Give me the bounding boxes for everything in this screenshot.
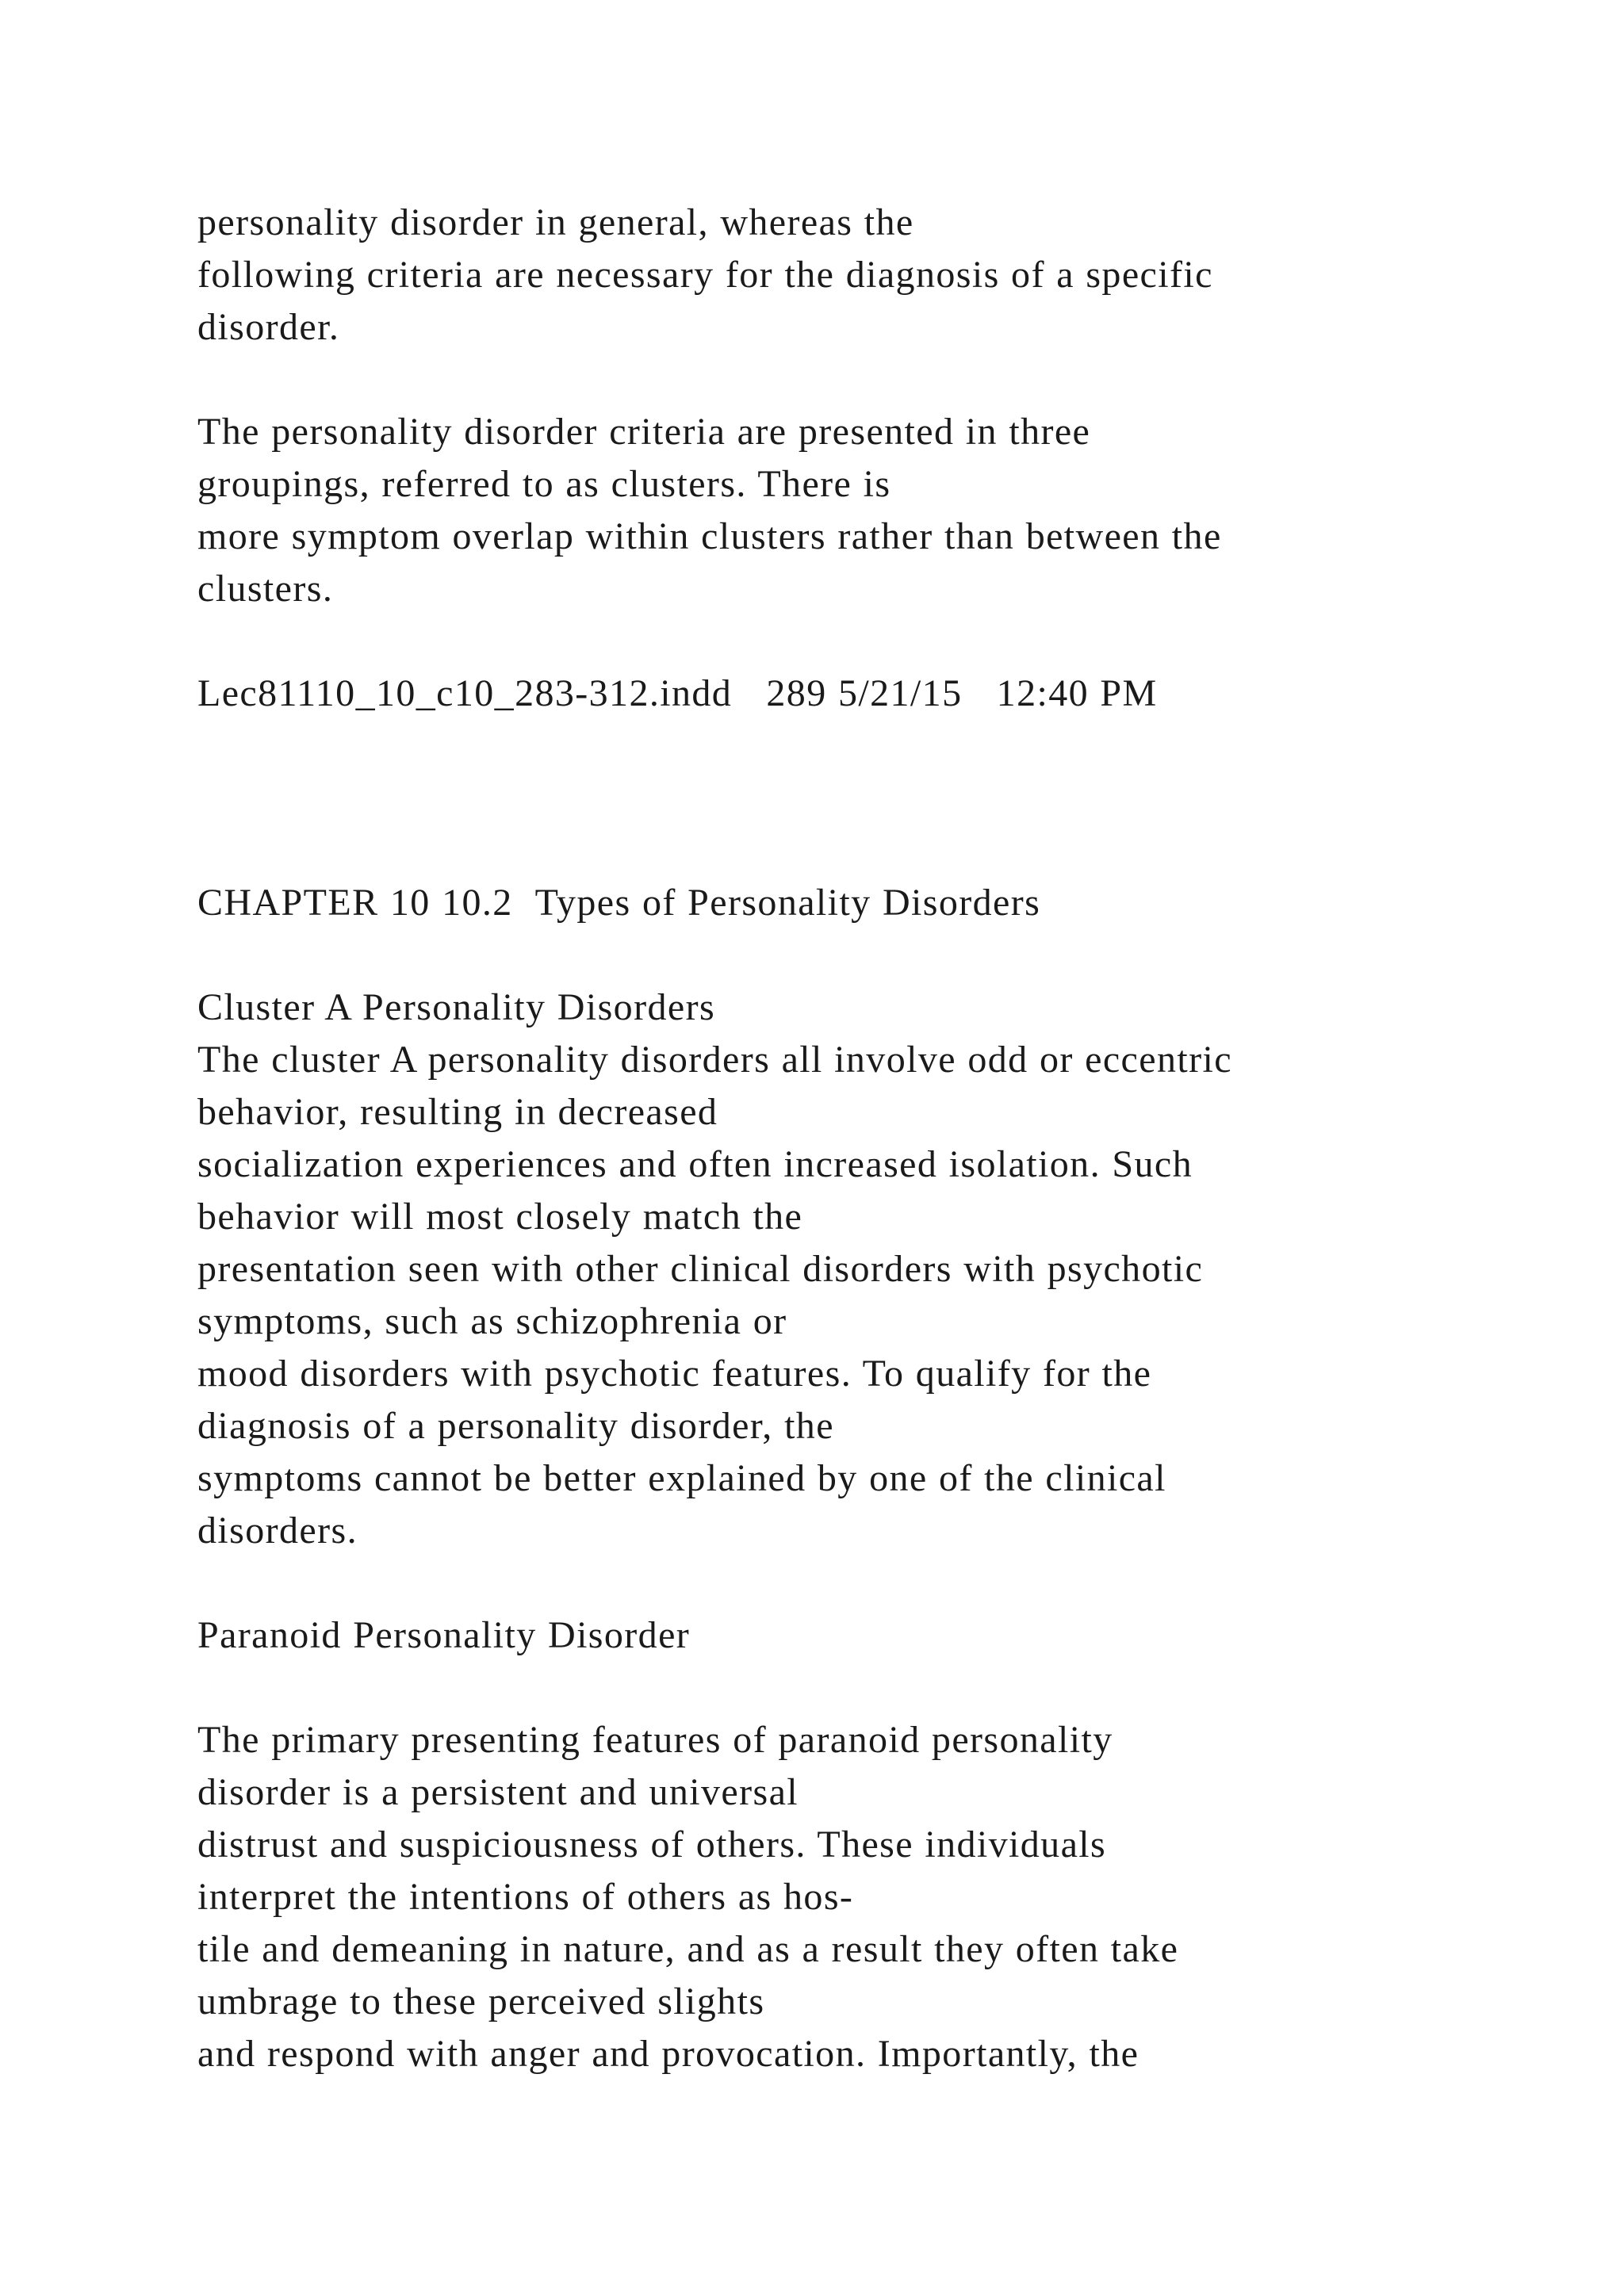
text-line: disorders. [197,1510,358,1552]
page-break-gap [197,720,1593,877]
text-line: and respond with anger and provocation. Importantly, the [197,2033,1139,2075]
document-body [197,197,1593,2080]
text-line: diagnosis of a personality disorder, the [197,1405,834,1447]
text-line: distrust and suspiciousness of others. These individuals [197,1823,1107,1866]
text-line: socialization experiences and often increased isolation. Such [197,1143,1193,1185]
chapter-header: CHAPTER 10 10.2 Types of Personality Disorders [197,882,1041,924]
text-line: The cluster A personality disorders all involve odd or eccentric [197,1039,1232,1081]
blank-line [197,615,1593,668]
blank-line [197,1557,1593,1609]
text-line: symptoms cannot be better explained by one of the clinical [197,1457,1166,1499]
text-line: symptoms, such as schizophrenia or [197,1300,787,1342]
blank-line [197,929,1593,982]
text-line: tile and demeaning in nature, and as a result they often take [197,1928,1179,1970]
section-heading: Cluster A Personality Disorders [197,986,716,1028]
text-line: groupings, referred to as clusters. There is [197,463,891,505]
blank-line [197,354,1593,406]
section-heading: Paranoid Personality Disorder [197,1614,691,1656]
blank-line [197,1662,1593,1714]
text-line: The personality disorder criteria are presented in three [197,411,1091,453]
text-line: interpret the intentions of others as hos- [197,1876,854,1918]
text-line: behavior, resulting in decreased [197,1091,718,1133]
text-line: disorder. [197,306,340,348]
text-line: umbrage to these perceived slights [197,1980,765,2022]
text-line: clusters. [197,568,334,610]
text-line: more symptom overlap within clusters rather than between the [197,515,1222,557]
text-line: The primary presenting features of paranoid personality [197,1719,1113,1761]
text-line: following criteria are necessary for the diagnosis of a specific [197,254,1213,296]
page-footer-slug: Lec81110_10_c10_283-312.indd 289 5/21/15 12:40 PM [197,672,1158,714]
text-line: behavior will most closely match the [197,1196,803,1238]
text-line: personality disorder in general, whereas the [197,201,914,243]
text-line: disorder is a persistent and universal [197,1771,799,1813]
text-line: presentation seen with other clinical disorders with psychotic [197,1248,1204,1290]
text-line: mood disorders with psychotic features. To qualify for the [197,1353,1152,1395]
